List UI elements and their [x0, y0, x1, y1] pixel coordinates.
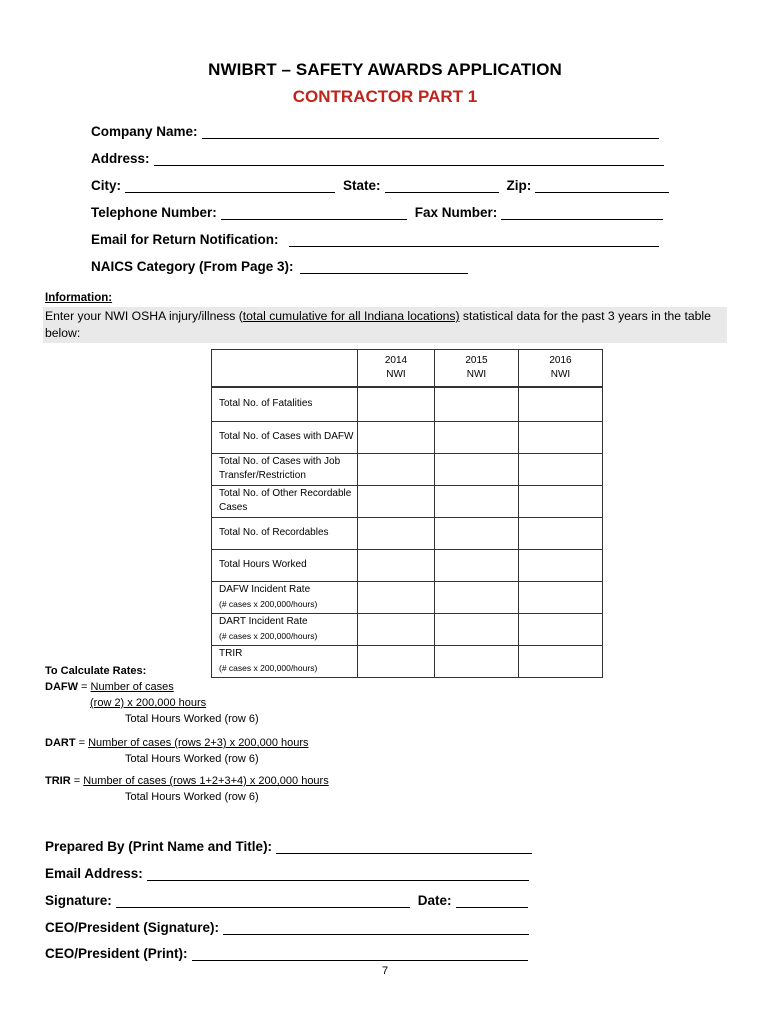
- information-text-start: Enter your NWI OSHA injury/illness (: [45, 309, 243, 323]
- page-subtitle: CONTRACTOR PART 1: [292, 87, 478, 106]
- data-cell[interactable]: [519, 549, 603, 581]
- page-number: 7: [381, 965, 389, 977]
- fax-field[interactable]: [501, 205, 663, 220]
- dafw-numerator-line2: [90, 695, 206, 711]
- page-title: NWIBRT – SAFETY AWARDS APPLICATION: [208, 60, 562, 79]
- data-cell[interactable]: [358, 517, 435, 549]
- data-cell[interactable]: [358, 421, 435, 453]
- table-corner-cell: [212, 350, 358, 388]
- city-label: City:: [91, 178, 121, 193]
- row-note: (# cases x 200,000/hours): [219, 663, 318, 673]
- data-cell[interactable]: [519, 485, 603, 517]
- dart-formula: [45, 735, 309, 751]
- table-row: [212, 485, 603, 517]
- company-name-row: [91, 124, 667, 139]
- email-return-label: Email for Return Notification:: [91, 232, 279, 247]
- row-label-cell: [212, 613, 358, 645]
- data-cell[interactable]: [519, 421, 603, 453]
- row-label: Total No. of Recordables: [212, 517, 358, 549]
- row-label: Total No. of Cases with DAFW: [212, 421, 358, 453]
- naics-row: [91, 259, 476, 274]
- trir-numerator: Number of cases (rows 1+2+3+4) x 200,000 hours: [83, 775, 329, 787]
- calculate-heading: To Calculate Rates:: [45, 665, 147, 677]
- address-label: Address:: [91, 151, 150, 166]
- equals-sign: =: [70, 775, 84, 787]
- table-row: [212, 549, 603, 581]
- region-label: NWI: [466, 369, 487, 380]
- dart-numerator: Number of cases (rows 2+3) x 200,000 hours: [88, 737, 309, 749]
- table-row: [212, 613, 603, 645]
- signature-date-row: [45, 893, 536, 908]
- dafw-numerator-cont: (row 2) x 200,000 hours: [90, 697, 207, 709]
- state-field[interactable]: [385, 178, 499, 193]
- telephone-label: Telephone Number:: [91, 205, 217, 220]
- trir-denominator: Total Hours Worked (row 6): [125, 791, 259, 803]
- ceo-print-row: [45, 946, 536, 961]
- row-note: (# cases x 200,000/hours): [219, 599, 318, 609]
- table-row: [212, 517, 603, 549]
- data-cell[interactable]: [435, 645, 519, 677]
- ceo-print-field[interactable]: [192, 946, 528, 961]
- prepared-by-field[interactable]: [276, 839, 532, 854]
- ceo-signature-field[interactable]: [223, 920, 529, 935]
- telephone-field[interactable]: [221, 205, 407, 220]
- region-label: NWI: [386, 369, 406, 380]
- data-cell[interactable]: [435, 549, 519, 581]
- signature-label: Signature:: [45, 893, 112, 908]
- zip-label: Zip:: [506, 178, 532, 193]
- statistics-table: [211, 349, 603, 678]
- email-return-field[interactable]: [289, 232, 659, 247]
- column-header-2014: [358, 350, 435, 388]
- ceo-signature-label: CEO/President (Signature):: [45, 920, 220, 935]
- row-label: DAFW Incident Rate: [219, 584, 311, 595]
- dafw-numerator: Number of cases: [90, 681, 174, 693]
- data-cell[interactable]: [519, 581, 603, 613]
- trir-formula: [45, 773, 329, 789]
- data-cell[interactable]: [358, 645, 435, 677]
- telephone-fax-row: [91, 205, 671, 220]
- data-cell[interactable]: [519, 387, 603, 421]
- region-label: NWI: [550, 369, 571, 380]
- row-label: TRIR: [219, 648, 243, 659]
- data-cell[interactable]: [358, 485, 435, 517]
- city-field[interactable]: [125, 178, 335, 193]
- data-cell[interactable]: [435, 581, 519, 613]
- dart-label: DART: [45, 737, 76, 749]
- table-row: [212, 421, 603, 453]
- data-cell[interactable]: [358, 613, 435, 645]
- row-label: DART Incident Rate: [219, 616, 308, 627]
- information-text-underlined: total cumulative for all Indiana locations): [242, 309, 460, 323]
- row-label-cell: [212, 581, 358, 613]
- data-cell[interactable]: [435, 453, 519, 485]
- prepared-by-row: [45, 839, 540, 854]
- data-cell[interactable]: [435, 387, 519, 421]
- email-address-row: [45, 866, 537, 881]
- data-cell[interactable]: [519, 517, 603, 549]
- data-cell[interactable]: [519, 613, 603, 645]
- equals-sign: =: [75, 737, 89, 749]
- data-cell[interactable]: [435, 485, 519, 517]
- dafw-denominator: Total Hours Worked (row 6): [125, 713, 259, 725]
- address-row: [91, 151, 672, 166]
- data-cell[interactable]: [519, 645, 603, 677]
- naics-label: NAICS Category (From Page 3):: [91, 259, 294, 274]
- address-field[interactable]: [154, 151, 664, 166]
- ceo-signature-row: [45, 920, 537, 935]
- row-label: Total No. of Cases with Job Transfer/Restriction: [212, 453, 358, 485]
- table-row: [212, 645, 603, 677]
- data-cell[interactable]: [435, 421, 519, 453]
- row-label: Total No. of Other Recordable Cases: [212, 485, 358, 517]
- ceo-print-label: CEO/President (Print):: [45, 946, 188, 961]
- data-cell[interactable]: [358, 581, 435, 613]
- table-row: [212, 453, 603, 485]
- email-address-field[interactable]: [147, 866, 529, 881]
- state-label: State:: [343, 178, 381, 193]
- date-field[interactable]: [456, 893, 528, 908]
- information-text: [45, 308, 725, 342]
- dafw-formula: [45, 679, 174, 695]
- year-label: 2014: [384, 355, 408, 366]
- year-label: 2016: [549, 355, 572, 366]
- data-cell[interactable]: [358, 549, 435, 581]
- email-return-row: [91, 232, 667, 247]
- table-row: [212, 581, 603, 613]
- information-text-end: statistical data for the past 3 years in the table below:: [45, 309, 711, 340]
- email-address-label: Email Address:: [45, 866, 143, 881]
- table-header-row: [212, 350, 603, 388]
- row-label: Total Hours Worked: [212, 549, 358, 581]
- data-cell[interactable]: [435, 517, 519, 549]
- data-cell[interactable]: [519, 453, 603, 485]
- data-cell[interactable]: [358, 387, 435, 421]
- data-cell[interactable]: [358, 453, 435, 485]
- dart-denominator: Total Hours Worked (row 6): [125, 753, 259, 765]
- trir-label: TRIR: [45, 775, 71, 787]
- information-heading: Information:: [45, 292, 113, 304]
- prepared-by-label: Prepared By (Print Name and Title):: [45, 839, 273, 854]
- fax-label: Fax Number:: [414, 205, 498, 220]
- city-state-zip-row: [91, 178, 677, 193]
- year-label: 2015: [465, 355, 488, 366]
- company-name-field[interactable]: [202, 124, 659, 139]
- row-label-cell: [212, 645, 358, 677]
- row-label: Total No. of Fatalities: [212, 387, 358, 421]
- column-header-2016: [519, 350, 603, 388]
- table-row: [212, 387, 603, 421]
- signature-field[interactable]: [116, 893, 410, 908]
- row-note: (# cases x 200,000/hours): [219, 631, 318, 641]
- zip-field[interactable]: [535, 178, 669, 193]
- column-header-2015: [435, 350, 519, 388]
- equals-sign: =: [78, 681, 91, 693]
- dafw-label: DAFW: [45, 681, 78, 693]
- date-label: Date:: [417, 893, 452, 908]
- data-cell[interactable]: [435, 613, 519, 645]
- company-name-label: Company Name:: [91, 124, 198, 139]
- naics-field[interactable]: [300, 259, 468, 274]
